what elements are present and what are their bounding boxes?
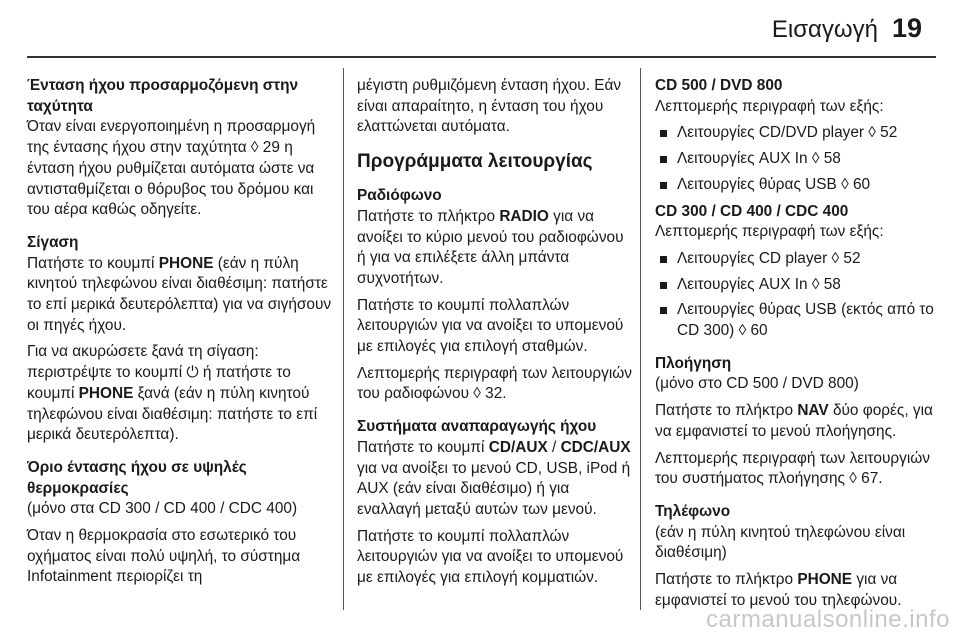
section-title: CD 300 / CD 400 / CDC 400 — [655, 202, 849, 220]
section-title: Ραδιόφωνο — [357, 187, 442, 205]
text: Πατήστε το πλήκτρο — [655, 571, 798, 589]
paragraph: (εάν η πύλη κινητού τηλεφώνου είναι διαθέσιμη) — [655, 523, 906, 562]
paragraph: Λεπτομερής περιγραφή των εξής: — [655, 97, 884, 115]
column-right — [655, 76, 940, 623]
section-audio-players — [357, 417, 635, 589]
paragraph: Πατήστε το κουμπί πολλαπλών λειτουργιών για να ανοίξει το υπομενού με επιλογές για επιλογή σταθμών. — [357, 296, 624, 356]
section-title: Τηλέφωνο — [655, 502, 731, 520]
section-temperature-limit — [27, 458, 332, 588]
section-cd300 — [655, 202, 940, 342]
text: Πατήστε το πλήκτρο — [655, 402, 798, 420]
header-rule — [27, 56, 936, 58]
button-name: CDC/AUX — [560, 438, 631, 456]
paragraph: Όταν είναι ενεργοποιημένη η προσαρμογή της έντασης ήχου στην ταχύτητα ◊ 29 η ένταση ήχου ρυθμίζεται αυτόματα ώστε να αντισταθμίζεται ο θόρυβος του δρόμου και του αέρα καθώς οδηγείτε. — [27, 118, 316, 219]
page-number: 19 — [891, 13, 922, 43]
section-title: Συστήματα αναπαραγωγής ήχου — [357, 418, 597, 436]
text: για να ανοίξει το μενού CD, USB, iPod ή AUX (εάν είναι διαθέσιμο) ή για εναλλαγή μεταξύ αυτών των μενού. — [357, 459, 631, 518]
section-title: Ένταση ήχου προσαρμοζόμενη στην ταχύτητα — [27, 77, 299, 115]
button-name: NAV — [797, 402, 829, 420]
column-divider-right — [640, 68, 641, 610]
section-title: Σίγαση — [27, 233, 79, 251]
section-mute — [27, 233, 332, 446]
paragraph: Πατήστε το κουμπί πολλαπλών λειτουργιών για να ανοίξει το υπομενού με επιλογές για επιλογή κομματιών. — [357, 527, 624, 587]
paragraph — [357, 207, 635, 290]
paragraph — [27, 342, 332, 446]
list-item: Λειτουργίες CD player ◊ 52 — [655, 249, 940, 270]
button-name: RADIO — [499, 207, 549, 225]
section-title: Πλοήγηση — [655, 354, 732, 372]
paragraph: Λεπτομερής περιγραφή των λειτουργιών του συστήματος πλοήγησης ◊ 67. — [655, 449, 930, 488]
text: ξανά (εάν η πύλη κινητού τηλεφώνου είναι διαθέσιμη: πατήστε το επί μερικά δευτερόλεπτα). — [27, 384, 318, 444]
paragraph: (μόνο στο CD 500 / DVD 800) — [655, 375, 859, 393]
section-cd500 — [655, 76, 940, 196]
paragraph — [357, 438, 635, 521]
bullet-list — [655, 249, 940, 342]
column-left — [27, 76, 332, 600]
button-name: PHONE — [78, 384, 134, 402]
text: Πατήστε το κουμπί — [357, 438, 489, 456]
list-item: Λειτουργίες θύρας USB (εκτός από το CD 300) ◊ 60 — [655, 300, 940, 341]
text: για να εμφανιστεί το μενού του τηλεφώνου. — [655, 571, 902, 609]
text: / — [547, 438, 561, 456]
paragraph: Όταν η θερμοκρασία στο εσωτερικό του οχήματος είναι πολύ υψηλή, το σύστημα Infotainment περιορίζει τη — [27, 527, 301, 586]
column-divider-left — [343, 68, 344, 610]
text: Πατήστε το πλήκτρο — [357, 207, 500, 225]
text: Πατήστε το κουμπί — [27, 254, 159, 272]
watermark: carmanualsonline.info — [706, 606, 950, 633]
section-title: Όριο έντασης ήχου σε υψηλές θερμοκρασίες — [27, 458, 247, 497]
text: δύο φορές, για να εμφανιστεί το μενού πλοήγησης. — [655, 402, 933, 440]
section-speed-volume — [27, 76, 332, 221]
text: (εάν η πύλη κινητού τηλεφώνου είναι διαθέσιμη: πατήστε το επί μερικά δευτερόλεπτα) για να σιγήσουν οι πηγές ήχου. — [27, 254, 332, 334]
paragraph: μέγιστη ρυθμιζόμενη ένταση ήχου. Εάν είναι απαραίτητο, η ένταση του ήχου ελαττώνεται αυτόματα. — [357, 77, 622, 136]
column-middle — [357, 76, 635, 601]
page-header — [0, 0, 960, 56]
button-name: PHONE — [797, 571, 853, 589]
section-title: CD 500 / DVD 800 — [655, 77, 783, 94]
section-navigation — [655, 354, 940, 490]
list-item: Λειτουργίες θύρας USB ◊ 60 — [655, 175, 940, 196]
bullet-list — [655, 123, 940, 195]
paragraph — [27, 254, 332, 337]
list-item: Λειτουργίες AUX In ◊ 58 — [655, 149, 940, 170]
paragraph: Λεπτομερής περιγραφή των εξής: — [655, 223, 884, 241]
paragraph — [655, 401, 940, 442]
page-title: Εισαγωγή — [771, 16, 878, 43]
section-heading: Προγράμματα λειτουργίας — [357, 151, 593, 173]
list-item: Λειτουργίες AUX In ◊ 58 — [655, 275, 940, 296]
text: Για να ακυρώσετε ξανά τη σίγαση: περιστρέψτε το κουμπί ⏻ ή πατήστε το κουμπί — [27, 343, 291, 402]
paragraph: Λεπτομερής περιγραφή των λειτουργιών του ραδιοφώνου ◊ 32. — [357, 364, 632, 403]
button-name: CD/AUX — [488, 438, 548, 456]
text: για να ανοίξει το κύριο μενού του ραδιοφώνου ή για να επιλέξετε άλλη μπάντα συχνοτήτων. — [357, 207, 624, 287]
paragraph: (μόνο στα CD 300 / CD 400 / CDC 400) — [27, 500, 298, 518]
section-radio — [357, 186, 635, 405]
button-name: PHONE — [158, 254, 214, 272]
section-phone — [655, 502, 940, 612]
list-item: Λειτουργίες CD/DVD player ◊ 52 — [655, 123, 940, 144]
